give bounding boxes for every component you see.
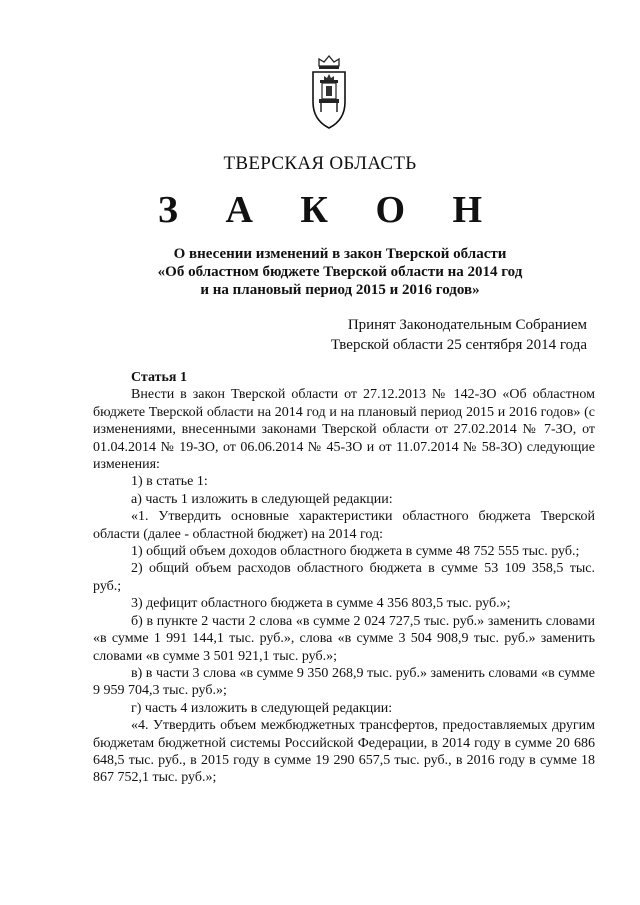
title-line: «Об областном бюджете Тверской области на 2014 год	[157, 264, 523, 280]
paragraph: 2) общий объем расходов областного бюджета в сумме 53 109 358,5 тыс. руб.;	[93, 561, 595, 594]
region-name: ТВЕРСКАЯ ОБЛАСТЬ	[223, 153, 417, 174]
paragraph: 1) в статье 1:	[131, 474, 208, 490]
document-title	[100, 245, 580, 299]
adoption-note	[331, 315, 587, 355]
paragraph: «1. Утвердить основные характеристики областного бюджета Тверской области (далее - областной бюджет) на 2014 год:	[93, 509, 595, 542]
paragraph: а) часть 1 изложить в следующей редакции:	[131, 491, 393, 507]
paragraph: 1) общий объем доходов областного бюджета в сумме 48 752 555 тыс. руб.;	[131, 544, 580, 560]
paragraph: г) часть 4 изложить в следующей редакции:	[131, 700, 393, 716]
paragraph: в) в части 3 слова «в сумме 9 350 268,9 тыс. руб.» заменить словами «в сумме 9 959 704,3 тыс. руб.»;	[93, 665, 595, 699]
document-type: З А К О Н	[157, 189, 502, 231]
coat-of-arms-icon	[307, 52, 351, 132]
paragraph: 3) дефицит областного бюджета в сумме 4 356 803,5 тыс. руб.»;	[131, 596, 511, 612]
paragraph: б) в пункте 2 части 2 слова «в сумме 2 024 727,5 тыс. руб.» заменить словами «в сумме 1 991 144,1 тыс. руб.», слова «в сумме 3 504 908,9 тыс. руб.» заменить словами «в сумме 3 501 921,1 тыс. руб.»;	[93, 613, 595, 664]
paragraph: «4. Утвердить объем межбюджетных трансфертов, предоставляемых другим бюджетам бюджетной системы Российской Федерации, в 2014 году в сумме 20 686 648,5 тыс. руб., в 2015 году в сумме 19 290 657,5 тыс. руб., в 2016 году в сумме 18 867 752,1 тыс. руб.»;	[93, 718, 595, 786]
title-line: О внесении изменений в закон Тверской области	[173, 246, 507, 262]
adoption-line: Тверской области 25 сентября 2014 года	[330, 337, 587, 353]
adoption-line: Принят Законодательным Собранием	[347, 317, 587, 333]
title-line: и на плановый период 2015 и 2016 годов»	[200, 282, 480, 298]
article-heading: Статья 1	[131, 370, 187, 385]
article-body	[93, 369, 595, 787]
paragraph: Внести в закон Тверской области от 27.12.2013 № 142-ЗО «Об областном бюджете Тверской области на 2014 год и на плановый период 2015 и 2016 годов» (с изменениями, внесенными законами Тверской области от 27.02.2014 № 7-ЗО, от 01.04.2014 № 19-ЗО, от 06.06.2014 № 45-ЗО и от 11.07.2014 № 58-ЗО) следующие изменения:	[93, 387, 595, 473]
